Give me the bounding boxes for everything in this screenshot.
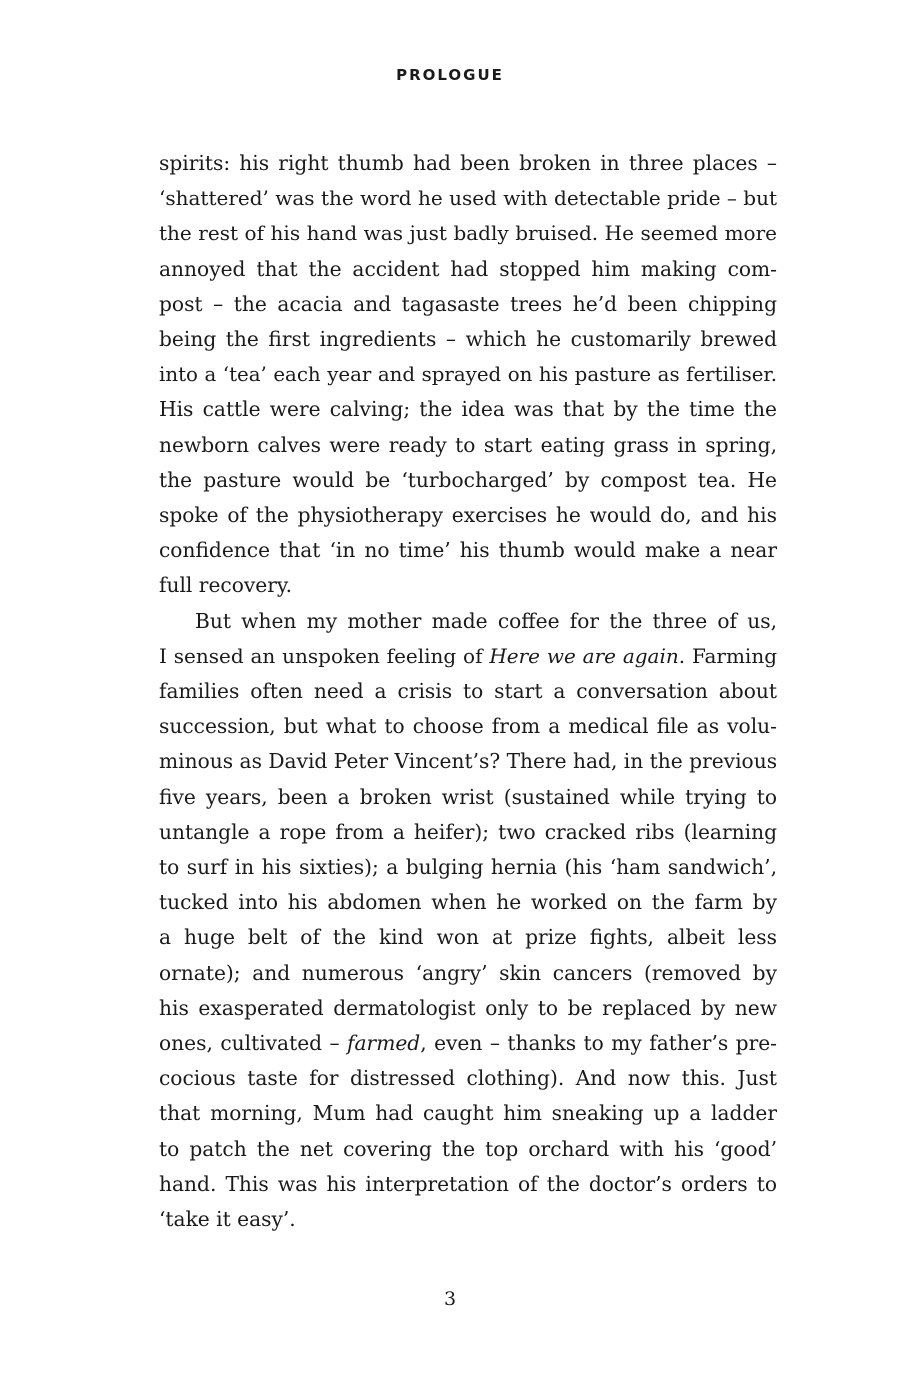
text-fragment: , even – thanks to my father’s pre- xyxy=(420,1031,777,1056)
text-line: tucked into his abdomen when he worked on the farm by xyxy=(159,890,777,915)
italic-text: farmed xyxy=(347,1031,421,1056)
text-fragment: ones, cultivated – xyxy=(159,1031,348,1056)
text-line: But when my mother made coffee for the three of us, xyxy=(195,608,777,633)
text-line-with-italic xyxy=(159,1026,777,1061)
text-line: minous as David Peter Vincent’s? There had, in the previous xyxy=(159,749,778,774)
text-line: to patch the net covering the top orchard with his ‘good’ xyxy=(159,1136,777,1161)
text-line: being the first ingredients – which he customarily brewed xyxy=(159,327,777,352)
text-line: His cattle were calving; the idea was that by the time the xyxy=(159,397,777,422)
text-line: post – the acacia and tagasaste trees he’d been chipping xyxy=(159,291,777,316)
text-line: hand. This was his interpretation of the doctor’s orders to xyxy=(159,1171,777,1196)
text-line: to surf in his sixties); a bulging hernia (his ‘ham sandwich’, xyxy=(159,855,777,880)
running-header: PROLOGUE xyxy=(396,66,504,84)
text-line: into a ‘tea’ each year and sprayed on his pasture as fertiliser. xyxy=(159,363,777,387)
text-line: untangle a rope from a heifer); two cracked ribs (learning xyxy=(159,819,777,844)
text-line: his exasperated dermatologist only to be replaced by new xyxy=(159,995,777,1020)
text-line: newborn calves were ready to start eating grass in spring, xyxy=(159,432,777,457)
text-line: the pasture would be ‘turbocharged’ by compost tea. He xyxy=(159,467,777,492)
text-line: spoke of the physiotherapy exercises he would do, and his xyxy=(159,503,777,528)
body-text xyxy=(159,146,777,1237)
text-line: that morning, Mum had caught him sneaking up a ladder xyxy=(159,1101,777,1126)
text-line: ornate); and numerous ‘angry’ skin cancers (removed by xyxy=(159,960,777,985)
text-line: confidence that ‘in no time’ his thumb would make a near xyxy=(159,538,777,563)
text-fragment: . Farming xyxy=(678,643,777,668)
text-line: full recovery. xyxy=(159,573,293,598)
text-line: spirits: his right thumb had been broken in three places – xyxy=(159,151,777,175)
text-line: succession, but what to choose from a medical file as volu- xyxy=(159,714,777,739)
text-line: ‘take it easy’. xyxy=(159,1207,296,1232)
italic-text: Here we are again xyxy=(489,643,679,668)
text-line: families often need a crisis to start a conversation about xyxy=(159,679,777,704)
text-line: annoyed that the accident had stopped him making com- xyxy=(159,256,777,281)
text-line: ‘shattered’ was the word he used with detectable pride – but xyxy=(159,186,777,211)
text-line: the rest of his hand was just badly bruised. He seemed more xyxy=(159,221,777,246)
text-fragment: I sensed an unspoken feeling of xyxy=(159,643,490,668)
text-line: a huge belt of the kind won at prize fights, albeit less xyxy=(159,925,777,950)
text-line-with-italic xyxy=(159,639,777,674)
text-line: five years, been a broken wrist (sustained while trying to xyxy=(159,784,777,809)
text-line: cocious taste for distressed clothing). And now this. Just xyxy=(159,1066,777,1091)
page-number: 3 xyxy=(443,1288,457,1310)
